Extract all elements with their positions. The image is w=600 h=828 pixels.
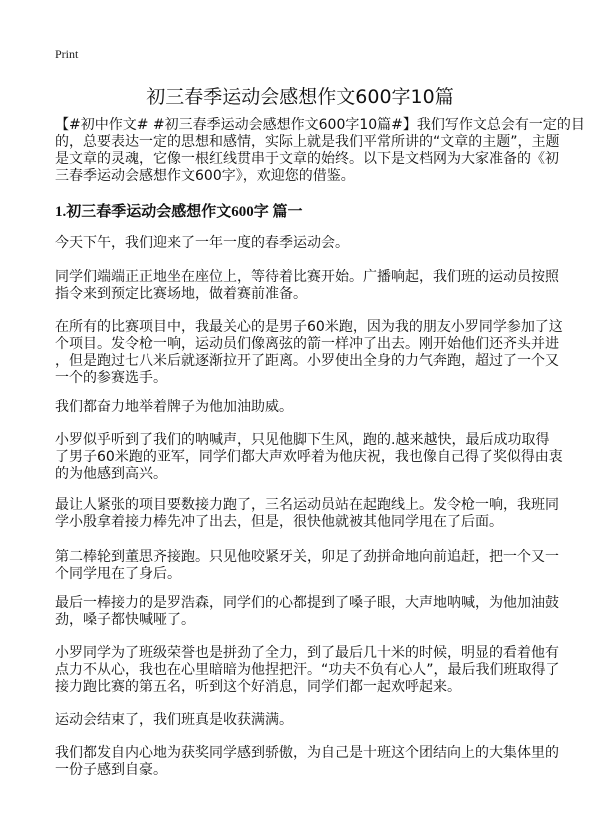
body-paragraph bbox=[55, 745, 559, 779]
text-line: 接力跑比赛的第五名，听到这个好消息，同学们都一起欢呼起来。 bbox=[55, 679, 461, 695]
text-line: 个项目。发令枪一响，运动员们像离弦的箭一样冲了出去。刚开始他们还齐头并进 bbox=[55, 336, 559, 352]
text-line: 是文章的灵魂，它像一根红线贯串于文章的始终。以下是文档网为大家准备的《初 bbox=[55, 151, 559, 167]
text-line: 第二棒轮到董思齐接跑。只见他咬紧牙关，卯足了劲拼命地向前追赶，把一个又一 bbox=[55, 549, 559, 565]
text-line: 我们都奋力地举着牌子为他加油助威。 bbox=[55, 399, 293, 415]
text-line: ，但是跑过七八米后就逐渐拉开了距离。小罗使出全身的力气奔跑，超过了一个又 bbox=[55, 353, 559, 369]
text-line: 劲，嗓子都快喊哑了。 bbox=[55, 612, 195, 628]
section-heading: 1.初三春季运动会感想作文600字 篇一 bbox=[55, 204, 303, 220]
body-paragraph bbox=[55, 595, 559, 629]
text-line: 点力不从心，我也在心里暗暗为他捏把汗。“功夫不负有心人”，最后我们班取得了 bbox=[55, 662, 560, 678]
text-line: 个同学甩在了身后。 bbox=[55, 566, 181, 582]
text-line: 的为他感到高兴。 bbox=[55, 466, 167, 482]
body-paragraph bbox=[55, 235, 555, 252]
text-line: 我们都发自内心地为获奖同学感到骄傲，为自己是十班这个团结向上的大集体里的 bbox=[55, 745, 559, 761]
text-line: 同学们端端正正地坐在座位上，等待着比赛开始。广播响起，我们班的运动员按照 bbox=[55, 269, 559, 285]
body-paragraph bbox=[55, 712, 555, 729]
body-paragraph bbox=[55, 549, 559, 583]
text-line: 【#初中作文# #初三春季运动会感想作文600字10篇#】我们写作文总会有一定的目 bbox=[55, 117, 585, 133]
text-line: 运动会结束了，我们班真是收获满满。 bbox=[55, 712, 293, 728]
intro-paragraph bbox=[55, 117, 585, 185]
print-link[interactable]: Print bbox=[55, 47, 79, 61]
body-paragraph bbox=[55, 645, 560, 696]
body-paragraph bbox=[55, 269, 559, 303]
body-paragraph bbox=[55, 399, 555, 416]
body-paragraph bbox=[55, 497, 559, 531]
text-line: 学小殷拿着接力棒先冲了出去，但是，很快他就被其他同学甩在了后面。 bbox=[55, 514, 503, 530]
text-line: 小罗同学为了班级荣誉也是拼劲了全力，到了最后几十米的时候，明显的看着他有 bbox=[55, 645, 559, 661]
text-line: 今天下午，我们迎来了一年一度的春季运动会。 bbox=[55, 235, 349, 251]
text-line: 一个的参赛选手。 bbox=[55, 370, 167, 386]
body-paragraph bbox=[55, 319, 563, 387]
text-line: 的，总要表达一定的思想和感情，实际上就是我们平常所讲的“文章的主题”，主题 bbox=[55, 134, 560, 150]
body-paragraph bbox=[55, 432, 563, 483]
text-line: 一份子感到自豪。 bbox=[55, 762, 167, 778]
text-line: 在所有的比赛项目中，我最关心的是男子60米跑，因为我的朋友小罗同学参加了这 bbox=[55, 319, 563, 335]
text-line: 三春季运动会感想作文600字》，欢迎您的借鉴。 bbox=[55, 168, 355, 184]
text-line: 了男子60米跑的亚军，同学们都大声欢呼着为他庆祝，我也像自己得了奖似得由衷 bbox=[55, 449, 563, 465]
text-line: 最后一棒接力的是罗浩森，同学们的心都提到了嗓子眼，大声地呐喊，为他加油鼓 bbox=[55, 595, 559, 611]
text-line: 小罗似乎听到了我们的呐喊声，只见他脚下生风，跑的.越来越快，最后成功取得 bbox=[55, 432, 550, 448]
text-line: 指令来到预定比赛场地，做着赛前准备。 bbox=[55, 286, 307, 302]
document-title: 初三春季运动会感想作文600字10篇 bbox=[146, 86, 454, 108]
text-line: 最让人紧张的项目要数接力跑了，三名运动员站在起跑线上。发令枪一响，我班同 bbox=[55, 497, 559, 513]
